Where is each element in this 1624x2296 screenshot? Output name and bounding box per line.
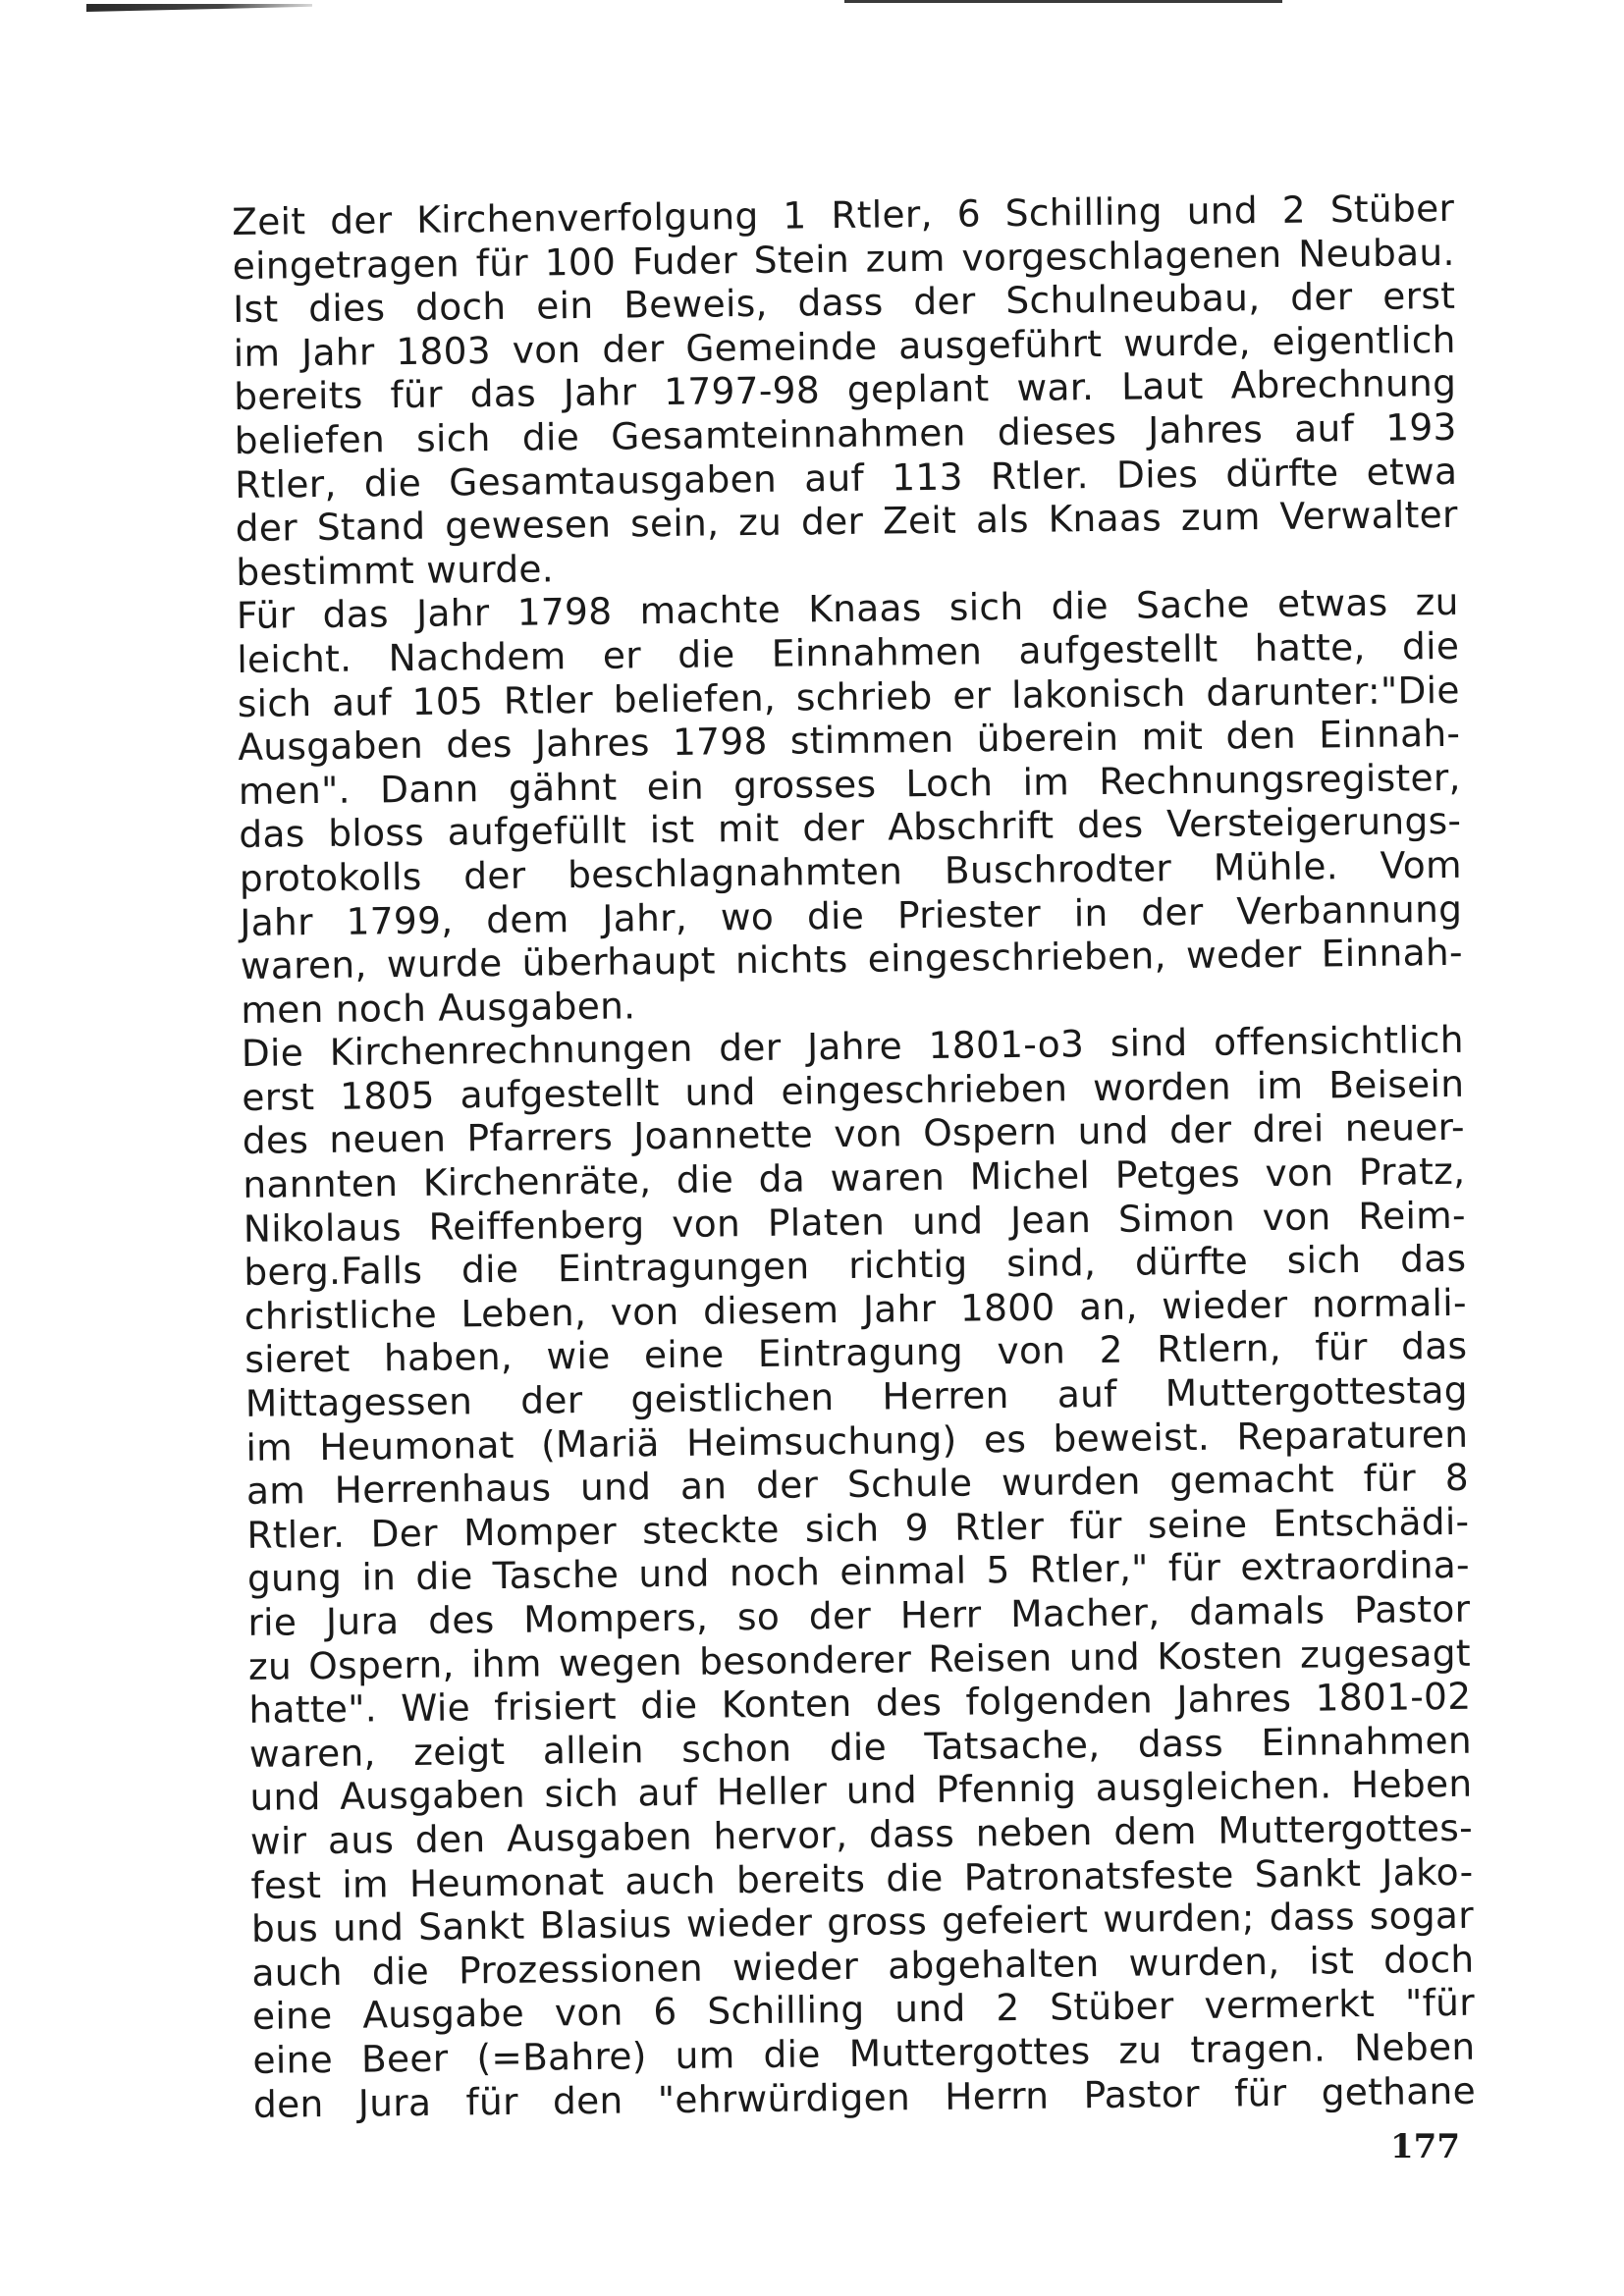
- text-line: protokolls der beschlagnahmten Buschrodter Mühle. Vom: [239, 842, 1463, 900]
- text-line: sieret haben, wie eine Eintragung von 2 Rtlern, für das: [244, 1324, 1468, 1382]
- text-line: rie Jura des Mompers, so der Herr Macher, damals Pastor: [247, 1586, 1471, 1644]
- page-number: 177: [1390, 2127, 1460, 2166]
- text-line: und Ausgaben sich auf Heller und Pfennig ausgleichen. Heben: [249, 1762, 1473, 1820]
- text-line: bestimmt wurde.: [236, 547, 555, 594]
- text-line: waren, wurde überhaupt nichts eingeschrieben, weder Einnah-: [240, 930, 1464, 988]
- text-line: wir aus den Ausgaben hervor, dass neben dem Muttergottes-: [249, 1805, 1474, 1863]
- text-line: auch die Prozessionen wieder abgehalten wurden, ist doch: [251, 1937, 1475, 1995]
- text-line: Rtler. Der Momper steckte sich 9 Rtler für seine Entschädi-: [246, 1499, 1470, 1557]
- text-line: erst 1805 aufgestellt und eingeschrieben worden im Beisein: [242, 1061, 1465, 1119]
- text-line: des neuen Pfarrers Joannette von Ospern und der drei neuer-: [242, 1105, 1466, 1163]
- text-line: der Stand gewesen sein, zu der Zeit als Knaas zum Verwalter: [235, 493, 1458, 551]
- text-line: fest im Heumonat auch bereits die Patronatsfeste Sankt Jako-: [250, 1849, 1474, 1907]
- text-line: Zeit der Kirchenverfolgung 1 Rtler, 6 Schilling und 2 Stüber: [232, 186, 1455, 243]
- text-line: am Herrenhaus und an der Schule wurden gemacht für 8: [245, 1456, 1470, 1514]
- text-line: hatte". Wie frisiert die Konten des folgenden Jahres 1801-02: [248, 1674, 1472, 1733]
- text-line: Ist dies doch ein Beweis, dass der Schulneubau, der erst: [233, 274, 1456, 332]
- text-line: Mittagessen der geistlichen Herren auf Muttergottestag: [244, 1367, 1469, 1425]
- text-line: christliche Leben, von diesem Jahr 1800 an, wieder normali-: [244, 1280, 1468, 1338]
- text-line: eine Ausgabe von 6 Schilling und 2 Stüber vermerkt "für: [251, 1981, 1476, 2039]
- text-line: nannten Kirchenräte, die da waren Michel Petges von Pratz,: [243, 1148, 1466, 1206]
- text-line: eingetragen für 100 Fuder Stein zum vorgeschlagenen Neubau.: [232, 230, 1455, 288]
- text-line: Für das Jahr 1798 machte Knaas sich die Sache etwas zu: [236, 580, 1459, 638]
- text-line: eine Beer (=Bahre) um die Muttergottes zu tragen. Neben: [252, 2024, 1476, 2082]
- text-line: beliefen sich die Gesamteinnahmen dieses Jahres auf 193: [234, 404, 1457, 462]
- body-text: [232, 187, 1476, 2126]
- text-line: zu Ospern, ihm wegen besonderer Reisen und Kosten zugesagt: [247, 1630, 1472, 1688]
- scan-edge-mark-left: [86, 4, 312, 12]
- text-line: Die Kirchenrechnungen der Jahre 1801-o3 sind offensichtlich: [241, 1018, 1465, 1076]
- text-line: Jahr 1799, dem Jahr, wo die Priester in der Verbannung: [240, 886, 1463, 944]
- text-line: bus und Sankt Blasius wieder gross gefeiert wurden; dass sogar: [250, 1893, 1475, 1951]
- text-line: das bloss aufgefüllt ist mit der Abschrift des Versteigerungs-: [239, 799, 1462, 857]
- text-line: leicht. Nachdem er die Einnahmen aufgestellt hatte, die: [237, 623, 1460, 681]
- text-line: men". Dann gähnt ein grosses Loch im Rechnungsregister,: [238, 755, 1461, 813]
- text-line: Ausgaben des Jahres 1798 stimmen überein mit den Einnah-: [238, 711, 1461, 770]
- text-line: Nikolaus Reiffenberg von Platen und Jean Simon von Reim-: [243, 1193, 1467, 1251]
- text-line: bereits für das Jahr 1797-98 geplant war. Laut Abrechnung: [234, 361, 1457, 419]
- text-line: Rtler, die Gesamtausgaben auf 113 Rtler. Dies dürfte etwa: [235, 449, 1458, 507]
- text-line: im Jahr 1803 von der Gemeinde ausgeführt wurde, eigentlich: [233, 317, 1456, 375]
- text-line: gung in die Tasche und noch einmal 5 Rtler," für extraordina-: [246, 1543, 1471, 1601]
- text-line: men noch Ausgaben.: [241, 984, 636, 1032]
- scan-edge-mark-right: [844, 0, 1282, 3]
- text-line: sich auf 105 Rtler beliefen, schrieb er lakonisch darunter:"Die: [237, 667, 1460, 725]
- text-line: den Jura für den "ehrwürdigen Herrn Pastor für gethane: [252, 2068, 1477, 2126]
- text-line: berg.Falls die Eintragungen richtig sind, dürfte sich das: [244, 1237, 1467, 1295]
- text-line: im Heumonat (Mariä Heimsuchung) es beweist. Reparaturen: [245, 1412, 1469, 1469]
- text-line: waren, zeigt allein schon die Tatsache, dass Einnahmen: [248, 1718, 1473, 1776]
